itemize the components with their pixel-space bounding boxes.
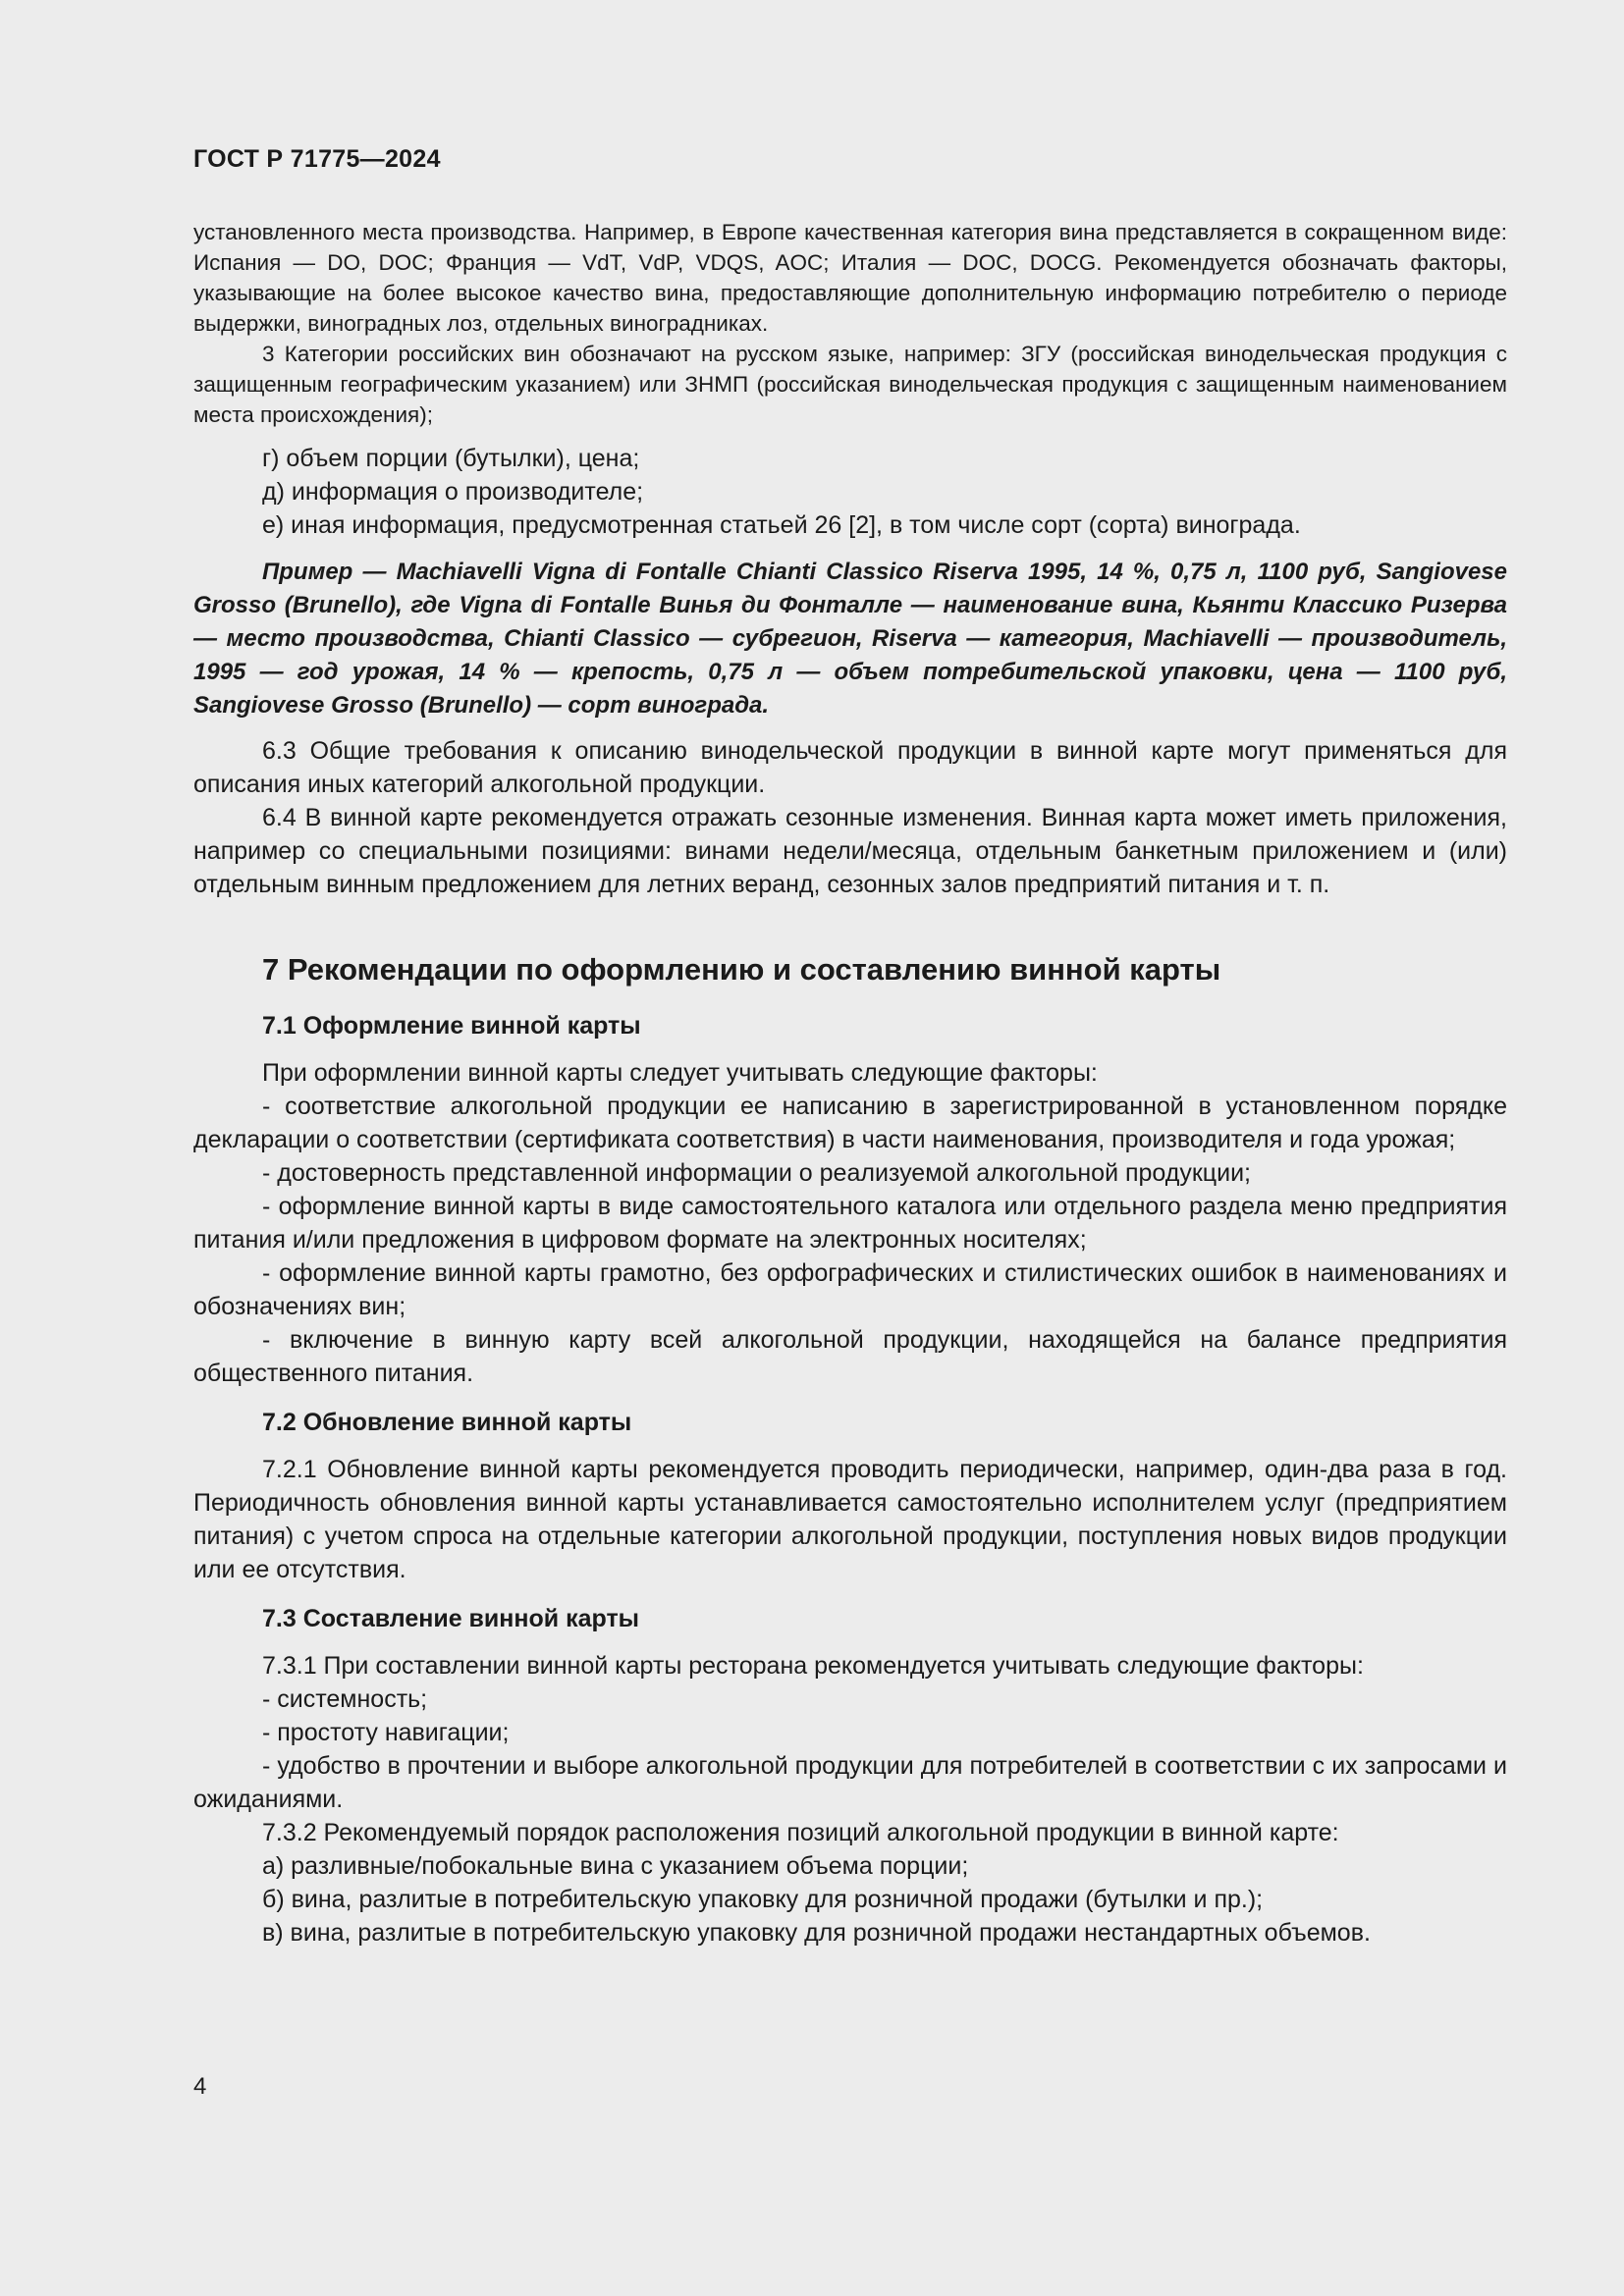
clause-6-4: 6.4 В винной карте рекомендуется отражать сезонные изменения. Винная карта может иметь приложения, например со специальными позициями: винами недели/месяца, отдельным банкетным приложением и (или) отдельным винным предложением для летних веранд, сезонных залов предприятий питания и т. п. bbox=[193, 804, 1507, 898]
clauses-6 bbox=[193, 734, 1507, 901]
list-item-g: г) объем порции (бутылки), цена; bbox=[262, 445, 640, 472]
document-header: ГОСТ Р 71775—2024 bbox=[193, 145, 441, 173]
list-g-e bbox=[193, 442, 1507, 542]
notes-block bbox=[193, 217, 1507, 430]
order-item: а) разливные/побокальные вина с указанием объема порции; bbox=[262, 1852, 969, 1880]
section-7-2-title: 7.2 Обновление винной карты bbox=[262, 1409, 632, 1436]
clause-7-3-1: 7.3.1 При составлении винной карты ресторана рекомендуется учитывать следующие факторы: bbox=[262, 1652, 1364, 1680]
list-item-e: е) иная информация, предусмотренная статьей 26 [2], в том числе сорт (сорта) винограда. bbox=[262, 511, 1301, 539]
order-item: б) вина, разлитые в потребительскую упаковку для розничной продажи (бутылки и пр.); bbox=[262, 1886, 1264, 1913]
section-7-title: 7 Рекомендации по оформлению и составлению винной карты bbox=[262, 952, 1221, 987]
document-page bbox=[193, 145, 1507, 1949]
factor-item: - достоверность представленной информации о реализуемой алкогольной продукции; bbox=[262, 1159, 1251, 1187]
clause-7-2-1: 7.2.1 Обновление винной карты рекомендуется проводить периодически, например, один-два раза в год. Периодичность обновления винной карты устанавливается самостоятельно исполнителем услуг (предприятием питания) с учетом спроса на отдельные категории алкогольной продукции, поступления новых видов продукции или ее отсутствия. bbox=[193, 1456, 1507, 1583]
factor-item: - включение в винную карту всей алкогольной продукции, находящейся на балансе предприятия общественного питания. bbox=[193, 1326, 1507, 1387]
example-paragraph: Пример — Machiavelli Vigna di Fontalle Chianti Classico Riserva 1995, 14 %, 0,75 л, 1100 руб, Sangiovese Grosso (Brunello), где Vigna di Fontalle Винья ди Фонталле — наименование вина, Кьянти Классико Ризерва — место производства, Chianti Classico — субрегион, Riserva — категория, Machiavelli — производитель, 1995 — год урожая, 14 % — крепость, 0,75 л — объем потребительской упаковки, цена — 1100 руб, Sangiovese Grosso (Brunello) — сорт винограда. bbox=[193, 559, 1507, 719]
order-item: в) вина, разлитые в потребительскую упаковку для розничной продажи нестандартных объемов. bbox=[262, 1919, 1371, 1947]
list-item-d: д) информация о производителе; bbox=[262, 478, 644, 506]
clause-6-3: 6.3 Общие требования к описанию винодельческой продукции в винной карте могут применяться для описания иных категорий алкогольной продукции. bbox=[193, 737, 1507, 798]
section-7-3-title: 7.3 Составление винной карты bbox=[262, 1605, 640, 1632]
factor-item: - соответствие алкогольной продукции ее написанию в зарегистрированной в установленном порядке декларации о соответствии (сертификата соответствия) в части наименования, производителя и года урожая; bbox=[193, 1093, 1507, 1153]
factor-item: - системность; bbox=[262, 1685, 428, 1713]
factor-item: - оформление винной карты грамотно, без орфографических и стилистических ошибок в наименованиях и обозначениях вин; bbox=[193, 1259, 1507, 1320]
factor-item: - простоту навигации; bbox=[262, 1719, 510, 1746]
note-3: 3 Категории российских вин обозначают на русском языке, например: ЗГУ (российская винодельческая продукция с защищенным географическим указанием) или ЗНМП (российская винодельческая продукция с защищенным наименованием места происхождения); bbox=[193, 342, 1507, 427]
factor-item: - оформление винной карты в виде самостоятельного каталога или отдельного раздела меню предприятия питания и/или предложения в цифровом формате на электронных носителях; bbox=[193, 1193, 1507, 1254]
page-number: 4 bbox=[193, 2073, 207, 2100]
section-7-1-body bbox=[193, 1056, 1507, 1390]
note-continuation: установленного места производства. Например, в Европе качественная категория вина представляется в сокращенном виде: Испания — DO, DOC; Франция — VdT, VdP, VDQS, AOC; Италия — DOC, DOCG. Рекомендуется обозначать факторы, указывающие на более высокое качество вина, предоставляющие дополнительную информацию потребителю о периоде выдержки, виноградных лоз, отдельных виноградниках. bbox=[193, 220, 1507, 336]
section-7-1-title: 7.1 Оформление винной карты bbox=[262, 1012, 641, 1040]
section-7-1-intro: При оформлении винной карты следует учитывать следующие факторы: bbox=[262, 1059, 1098, 1087]
clause-7-3-2: 7.3.2 Рекомендуемый порядок расположения позиций алкогольной продукции в винной карте: bbox=[262, 1819, 1339, 1846]
section-7-2-body bbox=[193, 1453, 1507, 1586]
section-7-3-body bbox=[193, 1649, 1507, 1949]
factor-item: - удобство в прочтении и выборе алкогольной продукции для потребителей в соответствии с их запросами и ожиданиями. bbox=[193, 1752, 1507, 1813]
